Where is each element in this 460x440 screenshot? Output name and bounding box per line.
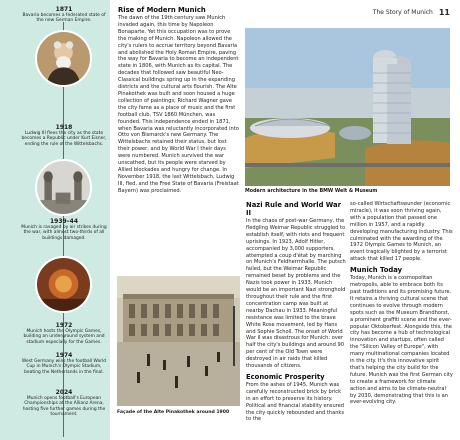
section-heading: Economic Prosperity [246,372,325,381]
running-header [373,8,450,17]
timeline-year: 1871 [55,6,73,13]
alte-pinakothek-photo [117,276,240,406]
article-column-2 [246,201,346,423]
photo-caption: Façade of the Alte Pinakothek around 1900 [117,410,230,415]
timeline-text: Munich opens football's European Championships at the Allianz Arena, hosting five further games during the tournament. [22,396,106,418]
timeline-year: 1939–44 [49,218,79,225]
body-paragraph: From the ashes of 1945, Munich was carefully reconstructed brick by brick in an effort to preserve its history. Political and financial stability ensured the city quickly rebounded and thanks to the [246,381,345,423]
timeline-text: Bavaria becomes a federated state of the new German Empire. [22,13,106,24]
war-ruins-photo [35,159,92,216]
portrait-photo [35,30,92,87]
timeline-year: 1974 [55,352,73,359]
timeline-entry [20,322,108,345]
body-paragraph: In the chaos of post-war Germany, the fledgling Weimar Republic struggled to establish itself, with riots and frequent uprisings. In 1923, Adolf Hitler, accompanied by 3,000 supporters, attempted a coup d'état by marching on Munich's Feldherrnhalle. The putsch failed, but the Weimar Republic remained beset by problems and the Nazis took power in 1933. Munich would be an important Nazi stronghold throughout their rule and the first concentration camp was built at nearby Dachau in 1933. Meaningful resistance was limited to the brave White Rose movement, led by Hans and Sophie Scholl. The onset of World War II was disastrous for Munich: over half the city's buildings and around 90 per cent of the Old Town were destroyed in air raids that killed thousands of citizens. [246,218,346,370]
timeline-text: West Germany wins the football World Cup in Munich's Olympic Stadium, beating the Netherlands in the final. [21,359,107,375]
timeline-entry [20,218,108,241]
timeline-year: 1972 [55,322,73,329]
timeline-year: 2024 [55,389,73,396]
article-column-1 [118,6,239,195]
page-number: 11 [438,8,450,17]
timeline-text: Munich hosts the Olympic Games, building an underground system and stadium especially for the Games. [23,329,105,345]
article-column-3 [350,201,453,406]
timeline-entry [20,6,108,24]
section-heading: Rise of Modern Munich [118,6,206,14]
body-paragraph: so-called Wirtschaftswunder (economic miracle), it was soon thriving again, with a population that passed one million in 1957, and a rapidly developing manufacturing industry. This culminated with the awarding of the 1972 Olympic Games to Munich, an event tragically blighted by a terrorist attack that killed 17 people. [350,201,453,263]
body-paragraph: Today, Munich is a cosmopolitan metropolis, able to embrace both its past traditions and its promising future. It retains a thriving cultural scene that continues to evolve through modern spots such as the Museum Brandhorst, a prominent graffiti scene and the ever-popular Oktoberfest. Alongside this, the city has become a hub of technological innovation and startups, often called the "Silicon Valley of Europe", with many multinational companies located in the city. It's this innovative spirit that's helping the city build for the future. Munich was the first German city to create a framework for climate action and aims to be climate-neutral by 2030, demonstrating that this is an ever-evolving city. [350,275,453,406]
olympic-poster-photo [35,256,92,313]
bmw-welt-photo [245,28,450,186]
timeline-entry [20,352,108,375]
section-title: The Story of Munich [372,9,433,16]
timeline-entry [20,124,108,147]
section-heading: Nazi Rule and World War II [246,201,341,217]
section-heading: Munich Today [350,266,403,275]
timeline-text: Munich is ravaged by air strikes during the war, with almost two-thirds of all buildings damaged. [21,225,107,241]
photo-caption: Modern architecture in the BMW Welt & Museum [245,189,378,194]
timeline-text: Ludwig III flees the city as the state becomes a Republic under Kurt Eisner, ending the rule of the Wittelsbachs. [21,131,107,147]
timeline-entry [20,389,108,418]
body-paragraph: The dawn of the 19th century saw Munich invaded again, this time by Napoleon Bonaparte. Yet this occupation was to prove the making of Munich. Napoleon allowed the city's rulers to accrue territory beyond Bavaria and abolished the Holy Roman Empire, paving the way for Bavaria to become an independent state in 1806, with Munich as its capital. The decades that followed saw beautiful Neo-Classical buildings spring up in the expanding districts and the cultural arts flourish. The Alte Pinakothek was built and soon housed a huge collection of paintings; Richard Wagner gave the city fame as a place of music and the first football club, TSV 1860 München, was founded. This independence ended in 1871, when Bavaria was reluctantly incorporated into Otto von Bismarck's new Germany. The Wittelsbachs retained their status, but lost their power, and by World War I their days were numbered. Munich survived the war unscathed, but its people were starved by Allied blockades and hungry for change. In November 1918, the last Wittelsbach, Ludwig III, fled, and the Free State of Bavaria (Freistaat Bayern) was proclaimed. [118,15,239,194]
timeline-year: 1918 [55,124,73,131]
timeline [0,0,107,440]
